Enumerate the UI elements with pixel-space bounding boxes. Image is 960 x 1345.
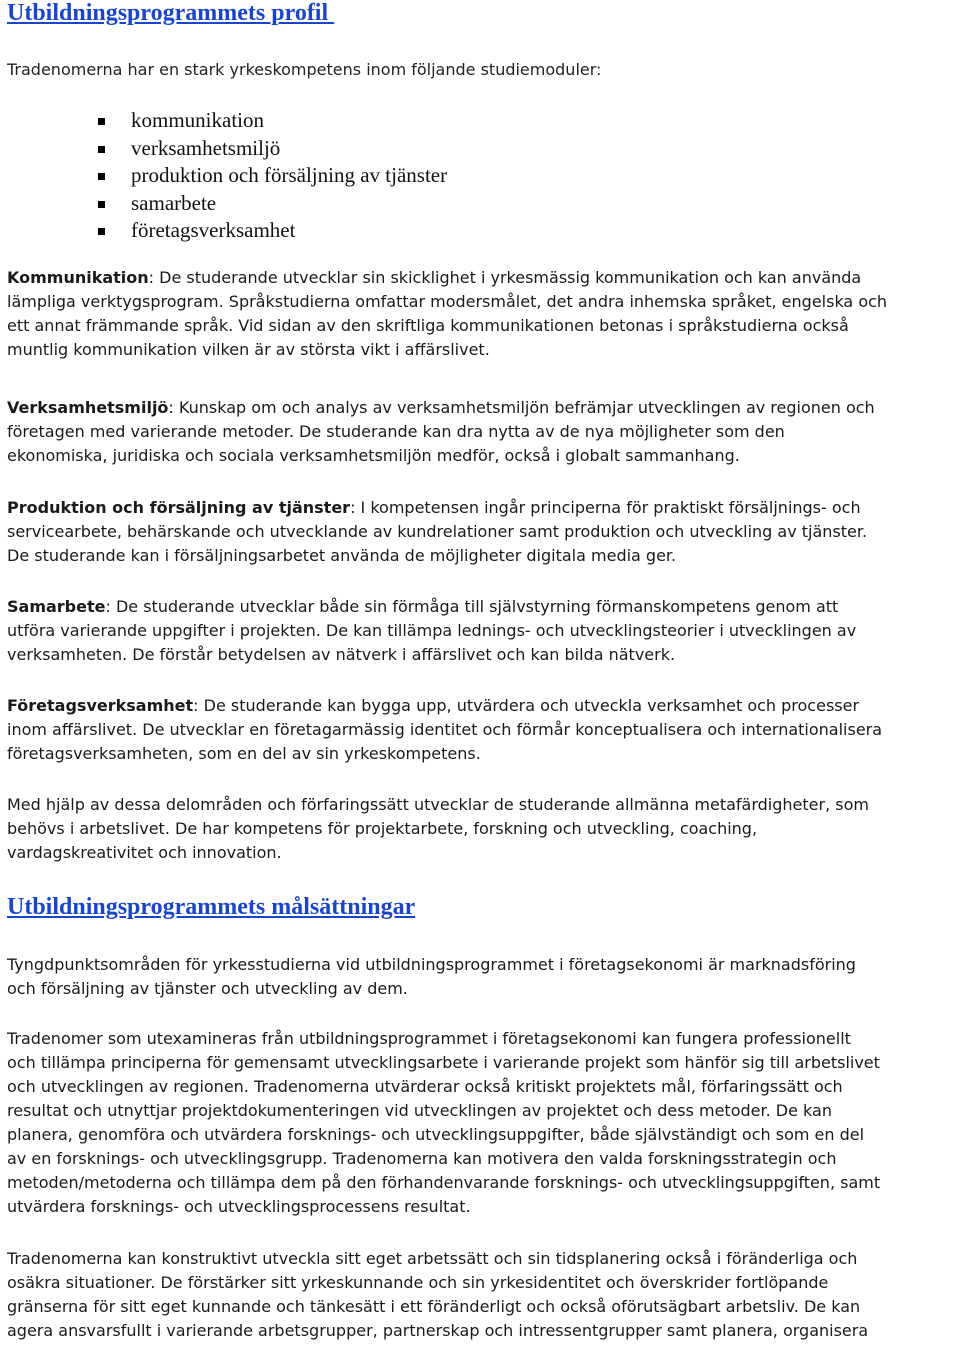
list-item: verksamhetsmiljö (98, 135, 447, 163)
section-term: Verksamhetsmiljö (7, 398, 169, 417)
section-kommunikation: Kommunikation: De studerande utvecklar sin skicklighet i yrkesmässig kommunikation och kan använda lämpliga verktygsprogram. Språkstudierna omfattar modersmålet, det andra inhemska språket, engelska och ett annat främmande språk. Vid sidan av den skriftliga kommunikationen betonas i språkstudierna också muntlig kommunikation vilken är av största vikt i affärslivet. (7, 268, 888, 359)
list-item: kommunikation (98, 107, 447, 135)
square-bullet-icon (98, 228, 105, 235)
profile-heading[interactable]: Utbildningsprogrammets profil (7, 0, 335, 26)
list-item: samarbete (98, 190, 447, 218)
section-samarbete: Samarbete: De studerande utvecklar både sin förmåga till självstyrning förmanskompetens genom att utföra varierande uppgifter i projekten. De kan tillämpa lednings- och utvecklingsteorier i utvecklingen av verksamheten. De förstår betydelsen av nätverk i affärslivet och kan bilda nätverk. (7, 597, 857, 664)
goals-heading[interactable]: Utbildningsprogrammets målsättningar (7, 894, 416, 920)
section-term: Kommunikation (7, 268, 149, 287)
profile-intro: Tradenomerna har en stark yrkeskompetens inom följande studiemoduler: (7, 60, 602, 79)
section-verksamhetsmiljo: Verksamhetsmiljö: Kunskap om och analys av verksamhetsmiljön befrämjar utvecklingen av regionen och företagen med varierande metoder. De studerande kan dra nytta av de nya möjligheter som den ekonomiska, juridiska och sociala verksamhetsmiljön medför, också i globalt sammanhang. (7, 398, 875, 465)
section-term: Produktion och försäljning av tjänster (7, 498, 351, 517)
section-term: Företagsverksamhet (7, 696, 194, 715)
list-item: företagsverksamhet (98, 217, 447, 245)
square-bullet-icon (98, 201, 105, 208)
module-list (98, 107, 447, 245)
square-bullet-icon (98, 173, 105, 180)
list-item: produktion och försäljning av tjänster (98, 162, 447, 190)
section-foretagsverksamhet: Företagsverksamhet: De studerande kan bygga upp, utvärdera och utveckla verksamhet och processer inom affärslivet. De utvecklar en företagarmässig identitet och förmår konceptualisera och internationalisera företagsverksamheten, som en del av sin yrkeskompetens. (7, 696, 883, 763)
section-produktion: Produktion och försäljning av tjänster: I kompetensen ingår principerna för praktiskt försäljnings- och servicearbete, behärskande och utvecklande av kundrelationer samt produktion och utveckling av tjänster. De studerande kan i försäljningsarbetet använda de möjligheter digitala media ger. (7, 498, 868, 565)
profile-closing: Med hjälp av dessa delområden och förfaringssätt utvecklar de studerande allmänna metafärdigheter, som behövs i arbetslivet. De har kompetens för projektarbete, forskning och utveckling, coaching, vardagskreativitet och innovation. (7, 795, 869, 862)
goals-paragraph-2: Tradenomer som utexamineras från utbildningsprogrammet i företagsekonomi kan fungera professionellt och tillämpa principerna för gemensamt utvecklingsarbete i varierande projekt som hänför sig till arbetslivet och utvecklingen av regionen. Tradenomerna utvärderar också kritiskt projektets mål, förfaringssätt och resultat och utnyttjar projektdokumenteringen vid utvecklingen av projektet och dess metoder. De kan planera, genomföra och utvärdera forsknings- och utvecklingsuppgifter, både självständigt och som en del av en forsknings- och utvecklingsgrupp. Tradenomerna kan motivera den valda forskningsstrategin och metoden/metoderna och tillämpa dem på den förhandenvarande forsknings- och utvecklingsuppgiften, samt utvärdera forsknings- och utvecklingsprocessens resultat. (7, 1029, 881, 1216)
square-bullet-icon (98, 146, 105, 153)
goals-paragraph-1: Tyngdpunktsområden för yrkesstudierna vid utbildningsprogrammet i företagsekonomi är marknadsföring och försäljning av tjänster och utveckling av dem. (7, 955, 856, 998)
square-bullet-icon (98, 118, 105, 125)
section-term: Samarbete (7, 597, 106, 616)
goals-paragraph-3: Tradenomerna kan konstruktivt utveckla sitt eget arbetssätt och sin tidsplanering också i föränderliga och osäkra situationer. De förstärker sitt yrkeskunnande och sin yrkesidentitet och överskrider fortlöpande gränserna för sitt eget kunnande och tänkesätt i ett föränderligt och också oförutsägbart arbetsliv. De kan agera ansvarsfullt i varierande arbetsgrupper, partnerskap och intressentgrupper samt planera, organisera (7, 1249, 869, 1340)
